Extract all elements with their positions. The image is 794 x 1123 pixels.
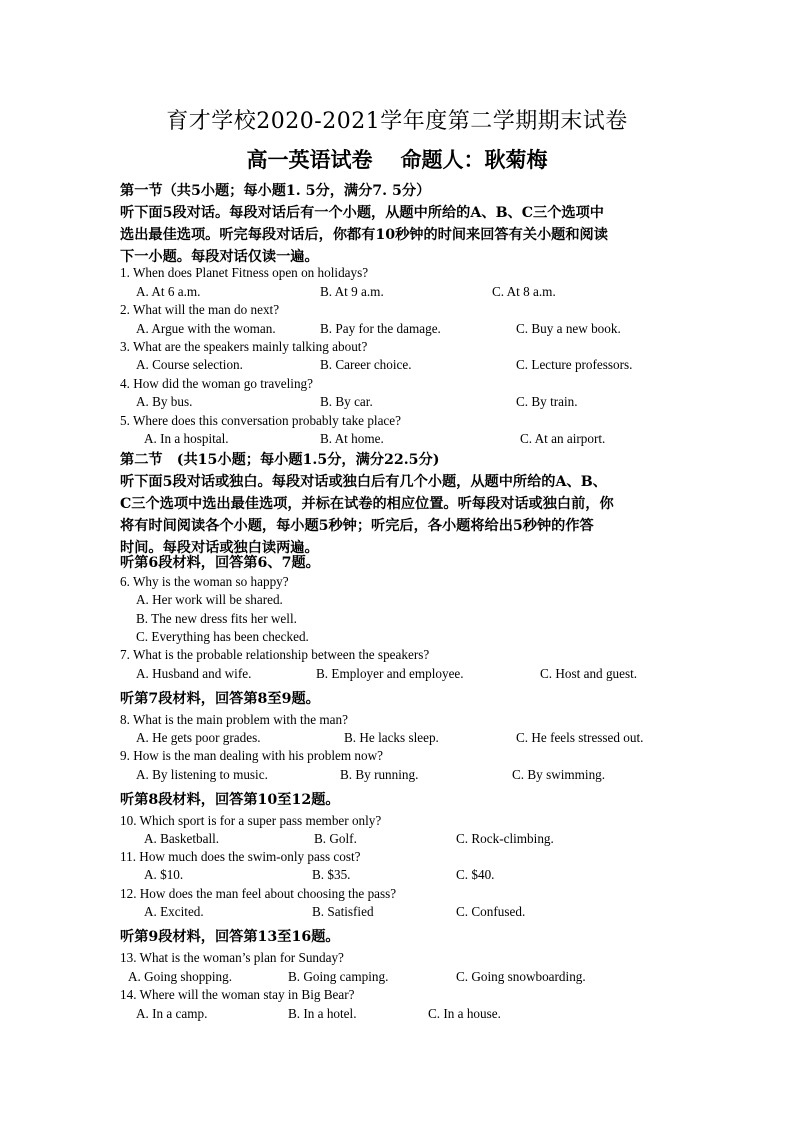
option-c: C. In a house. <box>428 1006 501 1021</box>
option-c: C. $40. <box>456 867 495 882</box>
question-stem: 1. When does Planet Fitness open on holidays? <box>120 265 369 280</box>
exam-title: 育才学校2020-2021学年度第二学期期末试卷 <box>166 109 628 134</box>
option-a: A. Argue with the woman. <box>136 321 276 336</box>
option-a: A. In a camp. <box>136 1006 208 1021</box>
option-a: A. Her work will be shared. <box>136 592 283 607</box>
option-a: A. Excited. <box>144 904 204 919</box>
option-b: B. By running. <box>340 767 419 782</box>
question-stem: 8. What is the main problem with the man? <box>120 712 348 727</box>
question-stem: 2. What will the man do next? <box>120 302 280 317</box>
material-header: 听第6段材料，回答第6、7题。 <box>120 555 320 571</box>
option-c: C. He feels stressed out. <box>516 730 644 745</box>
option-b: B. Career choice. <box>320 357 412 372</box>
section2-instruction-line: 听下面5段对话或独白。每段对话或独白后有几个小题，从题中所给的A、B、 <box>120 474 607 490</box>
question-stem: 3. What are the speakers mainly talking about? <box>120 339 368 354</box>
author-label: 命题人：耿菊梅 <box>400 147 548 172</box>
material-header: 听第9段材料，回答第13至16题。 <box>120 929 340 945</box>
option-b: B. Golf. <box>314 831 357 846</box>
question-stem: 6. Why is the woman so happy? <box>120 574 289 589</box>
question-stem: 10. Which sport is for a super pass member only? <box>120 813 382 828</box>
option-a: A. Basketball. <box>144 831 220 846</box>
question-stem: 4. How did the woman go traveling? <box>120 376 314 391</box>
option-a: A. At 6 a.m. <box>136 284 201 299</box>
material-header: 听第7段材料，回答第8至9题。 <box>120 691 320 707</box>
option-c: C. Going snowboarding. <box>456 969 586 984</box>
section2-heading: 第二节 (共15小题；每小题1.5分，满分22.5分) <box>120 452 440 468</box>
section1-instruction-line: 听下面5段对话。每段对话后有一个小题，从题中所给的A、B、C三个选项中 <box>120 205 604 221</box>
option-a: A. In a hospital. <box>144 431 229 446</box>
option-c: C. Rock-climbing. <box>456 831 554 846</box>
option-c: C. Lecture professors. <box>516 357 633 372</box>
section2-instruction-line: C三个选项中选出最佳选项，并标在试卷的相应位置。听每段对话或独白前，你 <box>120 496 614 512</box>
option-c: C. At 8 a.m. <box>492 284 556 299</box>
option-a: A. Going shopping. <box>128 969 233 984</box>
option-b: B. The new dress fits her well. <box>136 611 297 626</box>
option-b: B. $35. <box>312 867 351 882</box>
question-stem: 7. What is the probable relationship between the speakers? <box>120 647 430 662</box>
option-c: C. By swimming. <box>512 767 606 782</box>
section2-instruction-line: 时间。每段对话或独白读两遍。 <box>120 540 319 556</box>
option-b: B. Employer and employee. <box>316 666 464 681</box>
option-b: B. Pay for the damage. <box>320 321 441 336</box>
option-c: C. Confused. <box>456 904 526 919</box>
option-b: B. Going camping. <box>288 969 389 984</box>
option-a: A. $10. <box>144 867 184 882</box>
section1-instruction-line: 下一小题。每段对话仅读一遍。 <box>120 249 319 265</box>
option-a: A. Husband and wife. <box>136 666 252 681</box>
option-c: C. By train. <box>516 394 578 409</box>
option-c: C. Buy a new book. <box>516 321 621 336</box>
option-a: A. He gets poor grades. <box>136 730 261 745</box>
option-b: B. In a hotel. <box>288 1006 357 1021</box>
option-c: C. At an airport. <box>520 431 606 446</box>
subject-label: 高一英语试卷 <box>246 147 373 172</box>
material-header: 听第8段材料，回答第10至12题。 <box>120 792 340 808</box>
option-c: C. Host and guest. <box>540 666 638 681</box>
question-stem: 12. How does the man feel about choosing the pass? <box>120 886 397 901</box>
question-stem: 11. How much does the swim-only pass cost? <box>120 849 361 864</box>
question-stem: 13. What is the woman’s plan for Sunday? <box>120 950 344 965</box>
section1-heading: 第一节（共5小题；每小题1. 5分，满分7. 5分） <box>120 183 431 199</box>
section2-instruction-line: 将有时间阅读各个小题，每小题5秒钟；听完后，各小题将给出5秒钟的作答 <box>120 518 594 534</box>
option-a: A. By bus. <box>136 394 193 409</box>
option-b: B. He lacks sleep. <box>344 730 439 745</box>
option-b: B. Satisfied <box>312 904 374 919</box>
question-stem: 5. Where does this conversation probably take place? <box>120 413 401 428</box>
exam-subtitle <box>0 144 794 174</box>
option-c: C. Everything has been checked. <box>136 629 309 644</box>
option-b: B. At home. <box>320 431 384 446</box>
question-stem: 14. Where will the woman stay in Big Bear? <box>120 987 355 1002</box>
section1-instruction-line: 选出最佳选项。听完每段对话后，你都有10秒钟的时间来回答有关小题和阅读 <box>120 227 608 243</box>
option-b: B. At 9 a.m. <box>320 284 384 299</box>
option-a: A. Course selection. <box>136 357 243 372</box>
option-a: A. By listening to music. <box>136 767 268 782</box>
option-b: B. By car. <box>320 394 373 409</box>
question-stem: 9. How is the man dealing with his problem now? <box>120 748 383 763</box>
